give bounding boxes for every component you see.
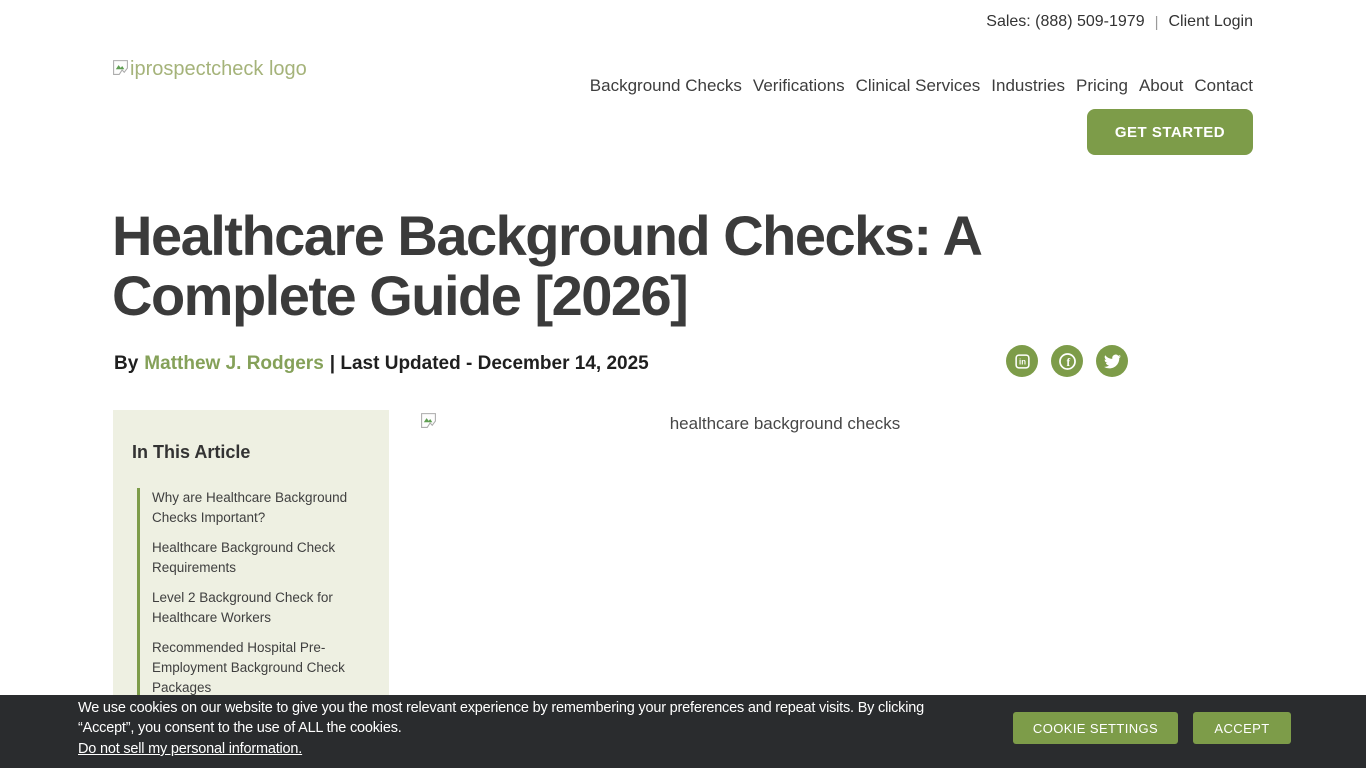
topbar-separator: | <box>1154 13 1159 31</box>
nav-item-verifications[interactable]: Verifications <box>752 76 845 95</box>
byline-updated: | Last Updated - December 14, 2025 <box>329 353 649 374</box>
toc-item-why-important[interactable]: Why are Healthcare Background Checks Important? <box>152 490 348 525</box>
broken-image-icon <box>112 59 129 76</box>
broken-image-icon <box>420 412 437 429</box>
byline-prefix: By <box>114 353 139 374</box>
twitter-share-button[interactable] <box>1096 345 1128 377</box>
nav-item-contact[interactable]: Contact <box>1194 76 1253 95</box>
author-link[interactable]: Matthew J. Rodgers <box>144 353 324 374</box>
main-nav <box>590 76 1253 96</box>
get-started-button[interactable]: GET STARTED <box>1087 109 1253 155</box>
hero-image-alt-text: healthcare background checks <box>669 414 901 433</box>
cookie-banner <box>0 695 1366 768</box>
toc-list <box>137 488 364 698</box>
toc-item-recommended-packages[interactable]: Recommended Hospital Pre-Employment Background Check Packages <box>152 640 345 695</box>
nav-item-industries[interactable]: Industries <box>991 76 1065 95</box>
facebook-icon <box>1058 352 1077 371</box>
nav-item-pricing[interactable]: Pricing <box>1076 76 1128 95</box>
do-not-sell-link[interactable]: Do not sell my personal information. <box>78 741 303 757</box>
svg-text:in: in <box>1018 357 1026 367</box>
toc-heading: In This Article <box>132 442 251 462</box>
topbar <box>986 13 1253 31</box>
nav-item-clinical-services[interactable]: Clinical Services <box>855 76 981 95</box>
toc-item-requirements[interactable]: Healthcare Background Check Requirements <box>152 540 336 575</box>
sales-phone-link[interactable]: Sales: (888) 509-1979 <box>986 13 1145 30</box>
social-share <box>1006 345 1128 377</box>
client-login-link[interactable]: Client Login <box>1168 13 1253 30</box>
logo-alt-text: iprospectcheck logo <box>130 58 307 80</box>
toc-item-level-2[interactable]: Level 2 Background Check for Healthcare Workers <box>152 590 333 625</box>
accept-button[interactable]: ACCEPT <box>1193 712 1291 744</box>
facebook-share-button[interactable] <box>1051 345 1083 377</box>
hero-image-placeholder <box>420 410 1150 434</box>
twitter-icon <box>1104 353 1121 370</box>
cookie-settings-button[interactable]: COOKIE SETTINGS <box>1013 712 1178 744</box>
cookie-buttons <box>1013 712 1291 744</box>
linkedin-icon <box>1014 353 1031 370</box>
svg-text:f: f <box>1065 356 1070 369</box>
byline <box>114 353 649 375</box>
logo[interactable] <box>112 58 307 80</box>
linkedin-share-button[interactable] <box>1006 345 1038 377</box>
page-title: Healthcare Background Checks: A Complete Guide [2026] <box>112 204 980 327</box>
cookie-message: We use cookies on our website to give you the most relevant experience by remembering your preferences and repeat visits. By clicking “Accept”, you consent to the use of ALL the cookies. <box>78 700 924 736</box>
nav-item-background-checks[interactable]: Background Checks <box>589 76 742 95</box>
nav-item-about[interactable]: About <box>1138 76 1184 95</box>
